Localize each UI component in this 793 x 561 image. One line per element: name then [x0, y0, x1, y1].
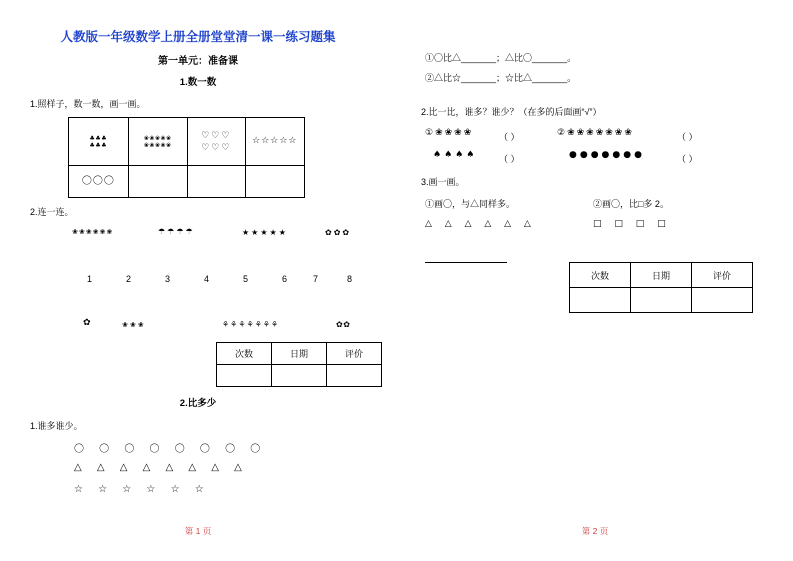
- evaluation-table-right: [569, 262, 753, 313]
- compare-paren-1[interactable]: （ ）: [499, 132, 520, 142]
- document-title: 人教版一年级数学上册全册堂堂清一课一练习题集: [60, 30, 336, 44]
- section-title-1: 1.数一数: [179, 77, 217, 88]
- cell-blank[interactable]: [188, 166, 246, 198]
- eval-cell[interactable]: [327, 365, 382, 387]
- question-1-1: 1.照样子，数一数，画一画。: [30, 99, 146, 109]
- eval-header-times: 次数: [570, 263, 631, 288]
- question-3a: ①画〇，与△同样多。: [425, 199, 516, 209]
- match-group-7: ⚘⚘⚘⚘⚘⚘⚘: [222, 320, 280, 329]
- question-3-draw: 3.画一画。: [421, 177, 465, 187]
- fill-blank-1-text: ①〇比△_______；△比〇_______。: [425, 53, 577, 63]
- match-group-1: ❀❀❀❀❀❀: [72, 228, 114, 236]
- eval-cell[interactable]: [217, 365, 272, 387]
- match-group-5: ✿: [83, 318, 92, 328]
- count-table: [68, 117, 305, 198]
- page-number-left: 第 1 页: [184, 526, 212, 536]
- cell-glyphs: 〇〇〇: [81, 176, 115, 187]
- cell-glyphs: ♡♡♡ ♡♡♡: [201, 130, 232, 153]
- number-1: 1: [87, 274, 93, 284]
- cell-blank[interactable]: [245, 166, 304, 198]
- question-1-2: 2.连一连。: [30, 207, 74, 217]
- section-title-2: 2.比多少: [179, 398, 217, 409]
- number-4: 4: [204, 274, 210, 284]
- number-5: 5: [243, 274, 249, 284]
- compare-paren-4[interactable]: （ ）: [677, 154, 698, 164]
- compare-group-1: ①❀❀❀❀: [425, 128, 474, 138]
- fill-blank-1: [425, 51, 576, 64]
- eval-header-rating: 评价: [327, 343, 382, 365]
- eval-header-rating: 评价: [692, 263, 753, 288]
- eval-cell[interactable]: [570, 288, 631, 313]
- match-group-6: ❀❀❀: [122, 321, 146, 329]
- question-3b: ②画〇，比□多 2。: [593, 199, 669, 209]
- right-page: [397, 0, 793, 561]
- eval-cell[interactable]: [692, 288, 753, 313]
- triangles-row: △ △ △ △ △ △: [425, 219, 536, 229]
- shape-row-stars: ☆ ☆ ☆ ☆ ☆ ☆: [74, 484, 210, 495]
- number-7: 7: [313, 274, 319, 284]
- evaluation-table-left: [216, 342, 382, 387]
- question-2-1: 1.谁多谁少。: [30, 421, 83, 431]
- eval-cell[interactable]: [631, 288, 692, 313]
- fill-blank-2-text: ②△比☆_______；☆比△_______。: [425, 73, 577, 83]
- number-6: 6: [282, 274, 288, 284]
- cell-blank[interactable]: [128, 166, 187, 198]
- shape-row-triangles: △ △ △ △ △ △ △ △: [74, 462, 248, 473]
- number-8: 8: [347, 274, 353, 284]
- eval-cell[interactable]: [272, 365, 327, 387]
- compare-paren-2[interactable]: （ ）: [677, 132, 698, 142]
- cell-glyphs: ❀❀❀❀❀ ❀❀❀❀❀: [144, 134, 172, 149]
- eval-header-date: 日期: [272, 343, 327, 365]
- eval-header-times: 次数: [217, 343, 272, 365]
- compare-group-4: ●●●●●●●: [569, 150, 645, 160]
- eval-header-date: 日期: [631, 263, 692, 288]
- number-2: 2: [126, 274, 132, 284]
- squares-row: □ □ □ □: [593, 219, 671, 229]
- match-group-4: ✿✿✿: [325, 228, 352, 237]
- left-page: [0, 0, 396, 561]
- fill-blank-2: [425, 71, 576, 84]
- cell-glyphs: ♣♣♣ ♣♣♣: [89, 134, 108, 149]
- answer-line-left[interactable]: [425, 261, 507, 263]
- cell-glyphs: ☆☆☆☆☆: [252, 136, 298, 146]
- page-number-right: 第 2 页: [581, 526, 609, 536]
- shape-row-circles: 〇 〇 〇 〇 〇 〇 〇 〇: [74, 444, 267, 455]
- match-group-8: ✿✿: [336, 320, 351, 329]
- match-group-2: ☂☂☂☂: [158, 227, 195, 236]
- compare-group-3: ♠♠♠♠: [433, 150, 478, 160]
- match-group-3: ★★★★★: [242, 228, 288, 237]
- compare-paren-3[interactable]: （ ）: [499, 154, 520, 164]
- compare-group-2: ②❀❀❀❀❀❀❀: [557, 128, 634, 138]
- number-3: 3: [165, 274, 171, 284]
- unit-title: 第一单元：准备课: [158, 56, 238, 67]
- question-2-compare: 2.比一比，谁多？谁少？（在多的后面画“√”）: [421, 107, 602, 117]
